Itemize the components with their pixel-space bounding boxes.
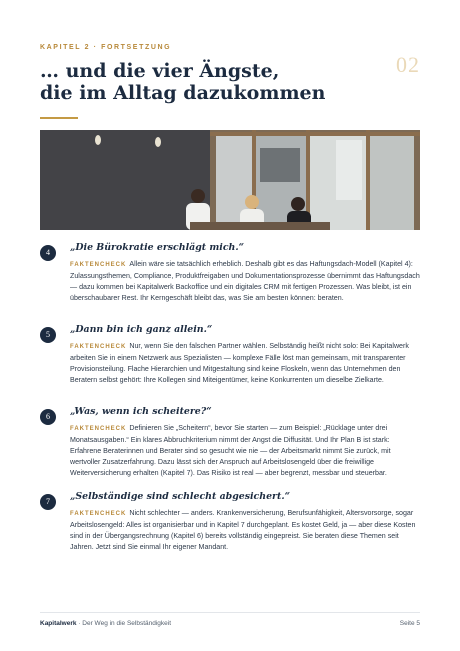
fear-item-7 [40, 490, 420, 553]
page-title [40, 60, 360, 104]
fear-quote: „Was, wenn ich scheitere?“ [70, 406, 212, 417]
footer-subtitle: · Der Weg in die Selbständigkeit [76, 620, 172, 627]
footer-page: Seite 5 [399, 620, 420, 627]
fear-item-5 [40, 323, 420, 386]
number-badge: 6 [40, 409, 56, 425]
fear-quote: „Dann bin ich ganz allein.“ [70, 324, 213, 335]
number-badge: 4 [40, 245, 56, 261]
factcheck-text [70, 508, 420, 553]
title-line-2: die im Alltag dazukommen [40, 82, 326, 104]
factcheck-body: Nur, wenn Sie den falschen Partner wählen. Selbständig heißt nicht solo: Bei Kapitalwerk arbeiten Sie in einem Netzwerk aus Spezialisten — komplexe Fälle löst man gemeinsam, mit transparenter Provisionsteilung. Flache Hierarchien und Mitgestaltung sind keine Floskeln, wenn das Unternehmen den Beratern selbst gehört: Ihre Kollegen sind Miteigentümer, keine Konkurrenten um dieselbe Zielkarte. [70, 342, 409, 384]
factcheck-body: Allein wäre sie tatsächlich erheblich. Deshalb gibt es das Haftungsdach-Modell (Kapitel 4): Zulassungsthemen, Compliance, Produktfreigaben und Dokumentationsprozesse übernimmt das Haftungsdach — dazu kommen bei Kapitalwerk Backoffice und ein digitales CRM mit fertigen Prozessen. Was bleibt, ist ein überschaubarer Rest. Ihr Kerngeschäft bleibt das, was Sie am besten können: beraten. [70, 260, 420, 302]
footer-left [40, 620, 171, 627]
factcheck-body: Definieren Sie „Scheitern“, bevor Sie starten — zum Beispiel: „Rücklage unter drei Monatsausgaben.“ Ein klares Abbruchkriterium nimmt der Angst die Diffusität. Und Ihr Plan B ist stark: Erfahrene Beraterinnen und Berater sind so gesucht wie nie — der Arbeitsmarkt nimmt Sie zurück, mit wertvoller Zusatzerfahrung. Dazu lässt sich der Anspruch auf Arbeitslosengeld über die freiwillige Weiterversicherung erhalten (Kapitel 7). Das Risiko ist real — aber begrenzt, messbar und steuerbar. [70, 424, 391, 477]
title-underline [40, 117, 78, 119]
number-badge: 7 [40, 494, 56, 510]
fear-item-6 [40, 405, 420, 479]
factcheck-body: Nicht schlechter — anders. Krankenversicherung, Berufsunfähigkeit, Altersvorsorge, sogar Arbeitslosengeld: Alles ist organisierbar und in Kapitel 7 durchgeplant. Es kostet Geld, ja — aber diese Kosten sind in der Übergangsrechnung (Kapitel 6) bereits vollständig eingepreist. Sie beraten diese Themen seit Jahren. Jetzt sind Sie einmal Ihr eigener Mandant. [70, 509, 416, 551]
footer-brand: Kapitalwerk [40, 620, 77, 627]
fear-item-4 [40, 241, 420, 304]
page-number-decor: 02 [396, 52, 420, 77]
factcheck-tag: FAKTENCHECK [70, 344, 127, 350]
factcheck-tag: FAKTENCHECK [70, 262, 127, 268]
factcheck-text [70, 423, 420, 479]
factcheck-tag: FAKTENCHECK [70, 426, 127, 432]
fear-quote: „Die Bürokratie erschlägt mich.“ [70, 242, 245, 253]
office-photo [40, 130, 420, 230]
office-photo-illustration [40, 130, 420, 230]
factcheck-text [70, 341, 420, 386]
factcheck-tag: FAKTENCHECK [70, 511, 127, 517]
chapter-kicker: KAPITEL 2 · FORTSETZUNG [40, 44, 172, 51]
footer-divider [40, 612, 420, 613]
factcheck-text [70, 259, 420, 304]
number-badge: 5 [40, 327, 56, 343]
title-line-1: … und die vier Ängste, [40, 60, 280, 82]
fear-quote: „Selbständige sind schlecht abgesichert.“ [70, 491, 290, 502]
